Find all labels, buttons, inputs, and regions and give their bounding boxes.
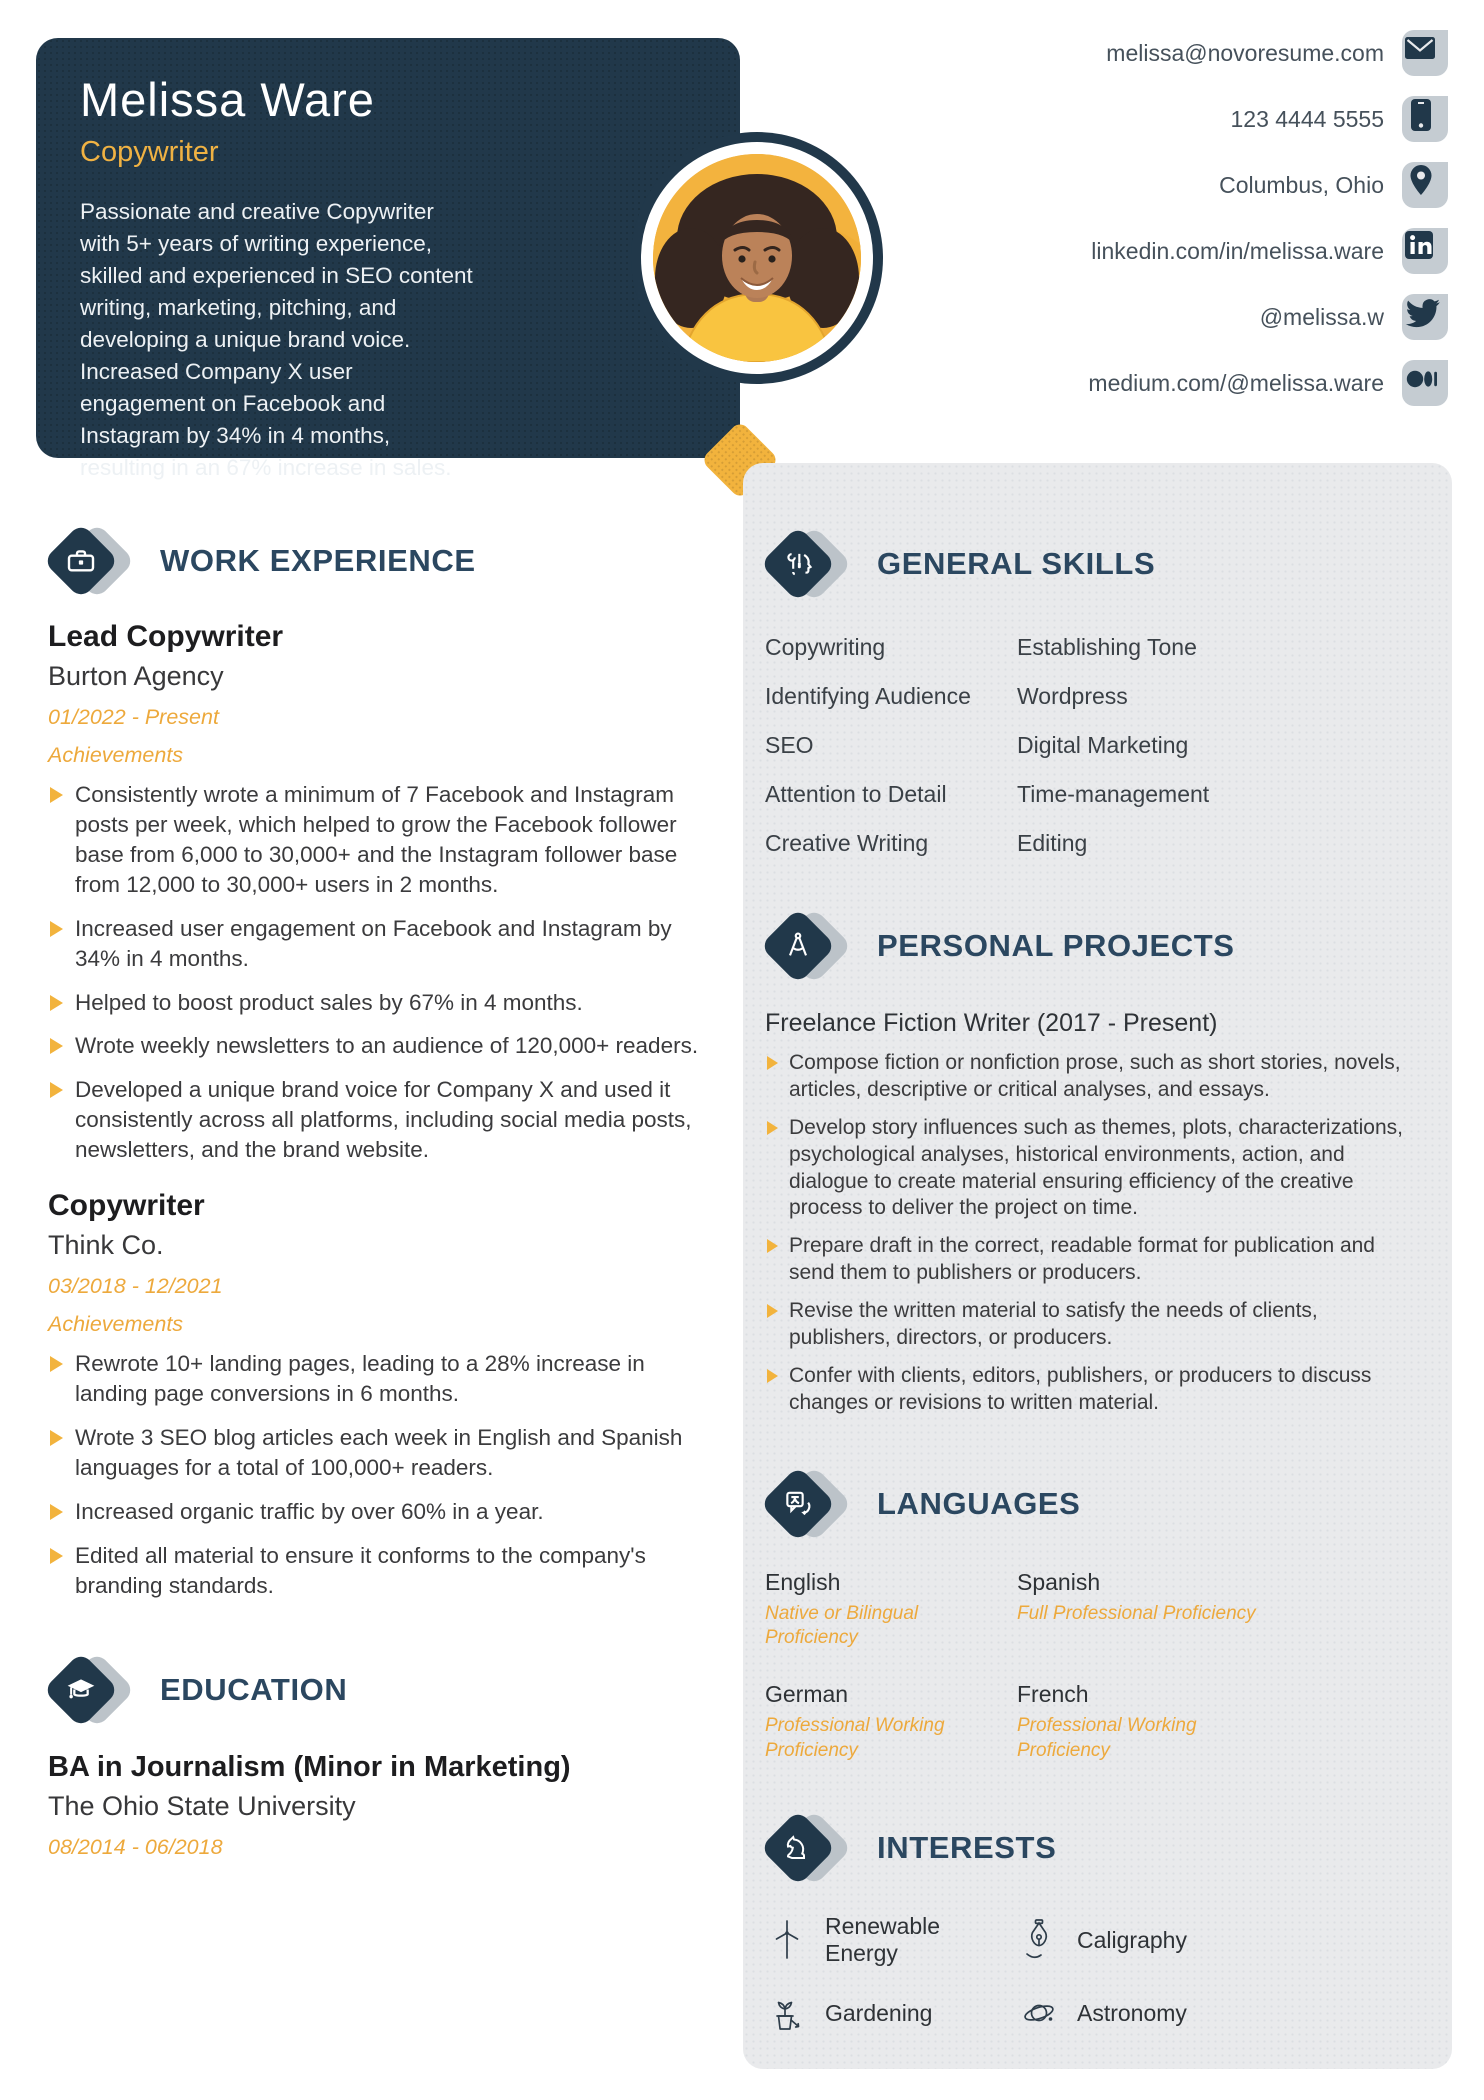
list-item: Increased organic traffic by over 60% in a year. [48,1497,712,1527]
bullet-arrow-icon [50,1356,63,1372]
contact-list [1088,30,1448,426]
section-title: EDUCATION [160,1671,348,1707]
profile-photo [641,142,873,374]
skill: Copywriting [765,634,886,660]
list-item: Prepare draft in the correct, readable format for publication and send them to publishers or producers. [765,1233,1418,1287]
skill: Digital Marketing [1017,732,1189,758]
language-item: French Professional Working Proficiency [1017,1680,1197,1761]
skill: Establishing Tone [1017,634,1197,660]
personal-projects-header [765,903,1418,989]
skill: Creative Writing [765,830,929,856]
list-item: Helped to boost product sales by 67% in 4 months. [48,988,712,1018]
job-entry [48,620,712,1165]
bullet-arrow-icon [767,1239,778,1253]
job-title: Copywriter [48,1189,205,1223]
tools-head-icon [765,522,849,606]
email-icon [1402,30,1448,76]
contact-phone [1088,96,1448,142]
section-title: INTERESTS [877,1830,1057,1866]
contact-email [1088,30,1448,76]
graduation-cap-icon [48,1648,132,1732]
skill: Time-management [1017,781,1210,807]
interest-item: Renewable Energy [765,1913,1017,1967]
interests-grid [765,1913,1418,2035]
school: The Ohio State University [48,1790,356,1821]
bullet-arrow-icon [767,1369,778,1383]
pen-nib-icon [1017,1918,1061,1962]
list-item: Wrote 3 SEO blog articles each week in English and Spanish languages for a total of 100,000+ readers. [48,1423,712,1483]
bullet-arrow-icon [50,787,63,803]
languages-header [765,1461,1418,1547]
job-company: Think Co. [48,1230,164,1261]
interests-header [765,1805,1418,1891]
education-dates: 08/2014 - 06/2018 [48,1834,223,1859]
job-dates: 01/2022 - Present [48,705,219,729]
achievements-label: Achievements [48,743,184,767]
skill: Identifying Audience [765,683,971,709]
section-title: LANGUAGES [877,1485,1081,1521]
bullet-arrow-icon [50,921,63,937]
right-panel [743,463,1452,2069]
left-column [48,518,712,1860]
contact-location [1088,162,1448,208]
email-text[interactable]: melissa@novoresume.com [1106,39,1384,66]
interest-item: Gardening [765,1991,1017,2035]
translate-icon [765,1462,849,1546]
interest-item: Caligraphy [1017,1913,1418,1967]
job-title: Lead Copywriter [48,620,284,653]
drafting-compass-icon [765,904,849,988]
bullet-arrow-icon [50,1504,63,1520]
language-item: Spanish Full Professional Proficiency [1017,1568,1256,1624]
person-title: Copywriter [80,136,219,168]
medium-text[interactable]: medium.com/@melissa.ware [1088,369,1384,396]
list-item: Edited all material to ensure it conforms to the company's branding standards. [48,1541,712,1601]
degree: BA in Journalism (Minor in Marketing) [48,1750,571,1783]
job-dates: 03/2018 - 12/2021 [48,1274,223,1299]
job-entry [48,1189,712,1600]
job-bullets [48,1349,712,1600]
bullet-arrow-icon [767,1056,778,1070]
job-bullets [48,780,712,1165]
bullet-arrow-icon [50,1430,63,1446]
bullet-arrow-icon [50,1038,63,1054]
work-experience-header [48,518,712,604]
project-bullets [765,1050,1418,1417]
job-company: Burton Agency [48,661,224,691]
bullet-arrow-icon [767,1304,778,1318]
education-section [48,1647,712,1860]
location-text: Columbus, Ohio [1219,171,1384,198]
person-name: Melissa Ware [80,73,375,126]
list-item: Wrote weekly newsletters to an audience of 120,000+ readers. [48,1031,712,1061]
skill: Attention to Detail [765,781,947,807]
languages-grid [765,1569,1418,1764]
language-item: English Native or Bilingual Proficiency [765,1568,919,1649]
chess-knight-icon [765,1806,849,1890]
contact-linkedin [1088,228,1448,274]
watering-can-icon [765,1991,809,2035]
list-item: Revise the written material to satisfy the needs of clients, publishers, directors, or producers. [765,1298,1418,1352]
linkedin-icon [1402,228,1448,274]
header-card [36,38,740,480]
list-item: Increased user engagement on Facebook and Instagram by 34% in 4 months. [48,914,712,974]
twitter-icon [1402,294,1448,340]
twitter-text[interactable]: @melissa.w [1259,303,1384,330]
skills-grid [765,633,1418,857]
astronomy-icon [1017,1991,1061,2035]
language-item: German Professional Working Proficiency [765,1680,945,1761]
medium-icon [1402,360,1448,406]
list-item: Confer with clients, editors, publishers, or producers to discuss changes or revisions to written material. [765,1363,1418,1417]
list-item: Developed a unique brand voice for Company X and used it consistently across all platforms, including social media posts, newsletters, and the brand website. [48,1075,712,1165]
education-header [48,1647,712,1733]
profile-summary: Passionate and creative Copywriter with 5+ years of writing experience, skilled and experienced in SEO content writing, marketing, pitching, and developing a unique brand voice. Increased Company X user engagement on Facebook and Instagram by 34% in 4 months, resulting in an 67% increase in sales. [80,199,473,480]
skill: Wordpress [1017,683,1128,709]
achievements-label: Achievements [48,1312,184,1337]
bullet-arrow-icon [50,1082,63,1098]
list-item: Develop story influences such as themes, plots, characterizations, psychological analyses, historical environments, action, and dialogue to create material ensuring efficiency of the creative process to deliver the project on time. [765,1115,1418,1223]
bullet-arrow-icon [50,1548,63,1564]
skill: Editing [1017,830,1088,856]
wind-turbine-icon [765,1918,809,1962]
location-icon [1402,162,1448,208]
contact-twitter [1088,294,1448,340]
briefcase-icon [48,519,132,603]
list-item: Compose fiction or nonfiction prose, such as short stories, novels, articles, descriptive or critical analyses, and essays. [765,1050,1418,1104]
section-title: GENERAL SKILLS [877,546,1156,581]
interest-item: Astronomy [1017,1991,1418,2035]
list-item: Consistently wrote a minimum of 7 Facebook and Instagram posts per week, which helped to grow the Facebook follower base from 6,000 to 30,000+ and the Instagram follower base from 12,000 to 30,000+ users in 2 months. [48,780,712,900]
skill: SEO [765,732,814,758]
general-skills-header [765,521,1418,607]
section-title: PERSONAL PROJECTS [877,928,1235,963]
contact-medium [1088,360,1448,406]
list-item: Rewrote 10+ landing pages, leading to a 28% increase in landing page conversions in 6 months. [48,1349,712,1409]
bullet-arrow-icon [50,995,63,1011]
section-title: WORK EXPERIENCE [160,543,476,578]
avatar-illustration [653,154,861,362]
linkedin-text[interactable]: linkedin.com/in/melissa.ware [1091,237,1384,264]
phone-icon [1402,96,1448,142]
project-title: Freelance Fiction Writer (2017 - Present) [765,1009,1218,1037]
bullet-arrow-icon [767,1121,778,1135]
phone-text[interactable]: 123 4444 5555 [1230,105,1384,132]
